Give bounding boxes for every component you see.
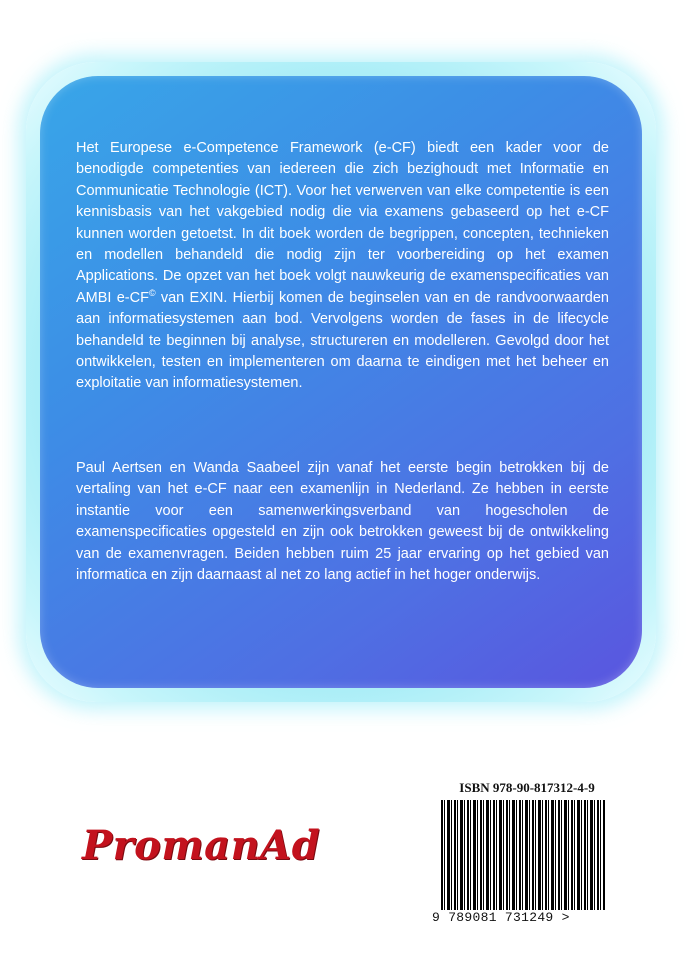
blurb-paragraph-1 <box>76 138 609 395</box>
blurb-paragraph-1-main: Het Europese e-Competence Framework (e-CF) biedt een kader voor de benodigde competenties van iedereen die zich bezighoudt met Informatie en Communicatie Technologie (ICT). Voor het verwerven van elke competentie is een kennisbasis van het vakgebied nodig die via examens gebaseerd op het e-CF kunnen worden getoetst. In dit boek worden de begrippen, concepten, technieken en modellen behandeld die nodig zijn ter voorbereiding op het examen Applications. De opzet van het boek volgt nauwkeurig de examenspecificaties van AMBI e-CF <box>76 140 609 306</box>
blurb-paragraph-1-tail: van EXIN. Hierbij komen de beginselen van en de randvoorwaarden aan informatiesystemen aan bod. Vervolgens worden de fases in de lifecycle behandeld te beginnen bij analyse, structureren en modelleren. Gevolgd door het ontwikkelen, testen en implementeren om daarna te eindigen met het beheer en exploitatie van informatiesystemen. <box>76 289 609 392</box>
publisher-logo: PromanAd <box>82 822 321 869</box>
blurb-paragraph-2: Paul Aertsen en Wanda Saabeel zijn vanaf het eerste begin betrokken bij de vertaling van het e-CF naar een examenlijn in Nederland. Ze hebben in eerste instantie voor een samenwerkingsverband van hogescholen de examenspecificaties opgesteld en zijn ook betrokken geweest bij de ontwikkeling van de examenvragen. Beiden hebben ruim 25 jaar ervaring op het gebied van informatica en zijn daarnaast al net zo lang actief in het hoger onderwijs. <box>76 460 609 584</box>
barcode <box>441 800 605 910</box>
copyright-mark: © <box>148 288 156 299</box>
isbn-label: ISBN 978-90-817312-4-9 <box>459 780 595 795</box>
barcode-digits: 9 789081 731249 > <box>432 910 570 925</box>
